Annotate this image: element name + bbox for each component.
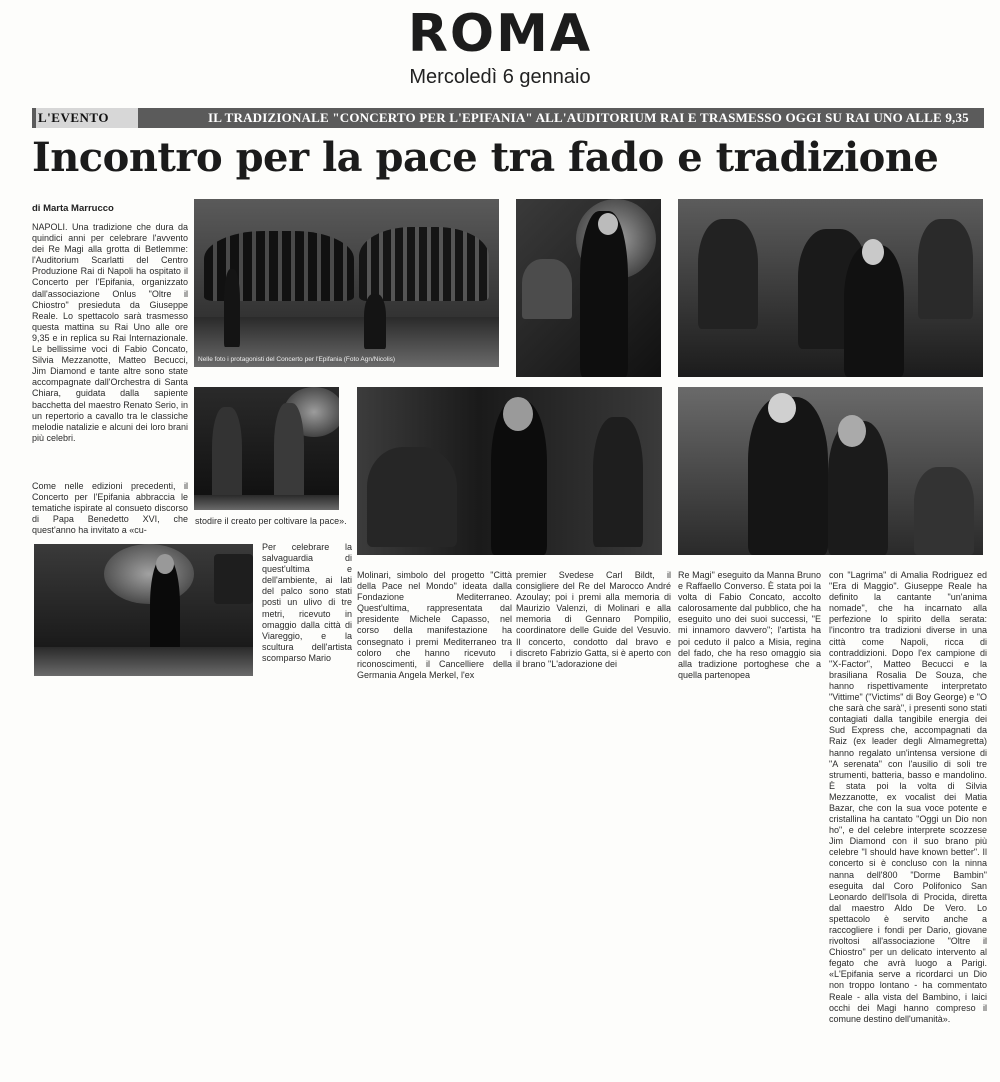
column-1-text: NAPOLI. Una tradizione che dura da quindici anni per celebrare l'avvento dei Re Magi alla grotta di Betlemme: l'Auditorium Scarlatti del Centro Produzione Rai di Napoli ha ospitato il Concerto per l'Epifania, organizzato dall'associazione Onlus "Oltre il Chiostro" presieduta da Giuseppe Reale. Lo spettacolo sarà trasmesso questa mattina su Rai Uno alle ore 9,35 e in replica su Rai Internazionale. Le bellissime voci di Fabio Concato, Silvia Mezzanotte, Matteo Becucci, Jim Diamond e tante altre sono state accompagnate dall'Orchestra di Santa Chiara, guidata dalla sapiente bacchetta del maestro Renato Serio, in un repertorio a cavallo tra le classiche melodie natalizie e alcuni dei loro brani più celebri. — [32, 222, 188, 443]
photo-male-singer — [678, 387, 983, 555]
photo-choir — [194, 199, 499, 367]
column-1b-text: Come nelle edizioni precedenti, il Concerto per l'Epifania abbraccia le tematiche ispirate al consueto discorso di Papa Benedetto XVI, che quest'anno ha invitato a «cu- — [32, 481, 188, 536]
column-2a-text: stodire il creato per coltivare la pace». — [195, 516, 347, 526]
kicker-bar — [32, 108, 984, 128]
column-3-text: Molinari, simbolo del progetto "Città della Pace nel Mondo" ideata dalla Fondazione Mediterraneo. Quest'ultima, rappresentata dal presidente Michele Capasso, nel corso della manifestazione ha consegnato i premi Mediterraneo tra coloro che hanno ricevuto i riconoscimenti, il Cancelliere della Germania Angela Merkel, l'ex — [357, 570, 512, 680]
photo-misia — [34, 544, 253, 676]
column-2b-text: Per celebrare la salvaguardia di quest'ultima e dell'ambiente, ai lati del palco sono stati posti un ulivo di tre metri, ricevuto in omaggio dalla città di Viareggio, e la scultura dell'artista scomparso Mario — [262, 542, 352, 663]
photo-female-singer — [357, 387, 662, 555]
photo-band — [194, 387, 339, 510]
kicker-tag: L'EVENTO — [36, 108, 138, 128]
photo-singer-conductor — [516, 199, 661, 377]
column-6-text: con "Lagrima" di Amalia Rodriguez ed "Era di Maggio". Giuseppe Reale ha definito la cantante "un'anima nomade", che ha incarnato alla perfezione lo spirito della serata: l'incontro tra tradizioni diverse in una città come Napoli, ricca di contraddizioni. Dopo l'ex campione di "X-Factor", Matteo Becucci e la brasiliana Rosalia De Souza, che hanno rispettivamente interpretato "Vittime" ("Victims" di Boy George) e "O che sarà che sarà", i presenti sono stati contagiati dalla tangibile energia dei Sud Express che, accompagnati da Raiz (ex leader degli Almamegretta) hanno regalato un'intensa versione di "A serenata" con l'ausilio di soli tre strumenti, batteria, basso e mandolino. È stata poi la volta di Silvia Mezzanotte, ex vocalist dei Matia Bazar, che con la sua voce potente e cristallina ha cantato "Oggi un Dio non ho", e del celebre interprete scozzese Jim Diamond con il suo brano più celebre "I should have known better". Il concerto si è concluso con la ninna nanna dell'800 "Dorme Bambin" eseguita dal Coro Polifonico San Leonardo dell'Isola di Procida, diretta dal maestro Aldo De Vero. Lo spettacolo è servito anche a raccogliere i fondi per Dario, giovane rivoltosi all'associazione "Oltre il Chiostro" per un delicato intervento al fegato che avrà luogo a Parigi. «L'Epifania serve a ricordarci un Dio non troppo lontano - ha commentato Reale - alla vista del Bambino, i laici occhi dei Magi hanno compreso il comune destino dell'umanità». — [829, 570, 987, 1024]
article-headline: Incontro per la pace tra fado e tradizione — [32, 134, 939, 181]
photo-orchestra-singer — [678, 199, 983, 377]
column-4-text: premier Svedese Carl Bildt, il consigliere del Re del Marocco André Azoulay; poi i premi alla memoria di Maurizio Valenzi, di Molinari e alla memoria di Gennaro Pompilio, coordinatore delle Guide del Vesuvio. Il concerto, condotto dal bravo e discreto Fabrizio Gatta, si è aperto con il brano "L'adorazione dei — [516, 570, 671, 669]
masthead-title: ROMA — [407, 4, 593, 64]
column-5-text: Re Magi" eseguito da Manna Bruno e Raffaello Converso. È stata poi la volta di Fabio Concato, accolto calorosamente dal pubblico, che ha eseguito uno dei suoi successi, "E mi innamoro davvero"; l'artista ha poi ceduto il palco a Misia, regina del fado, che ha reso omaggio sia alla tradizione portoghese che a quella partenopea — [678, 570, 821, 680]
photo-caption: Nelle foto i protagonisti del Concerto per l'Epifania (Foto Agn/Nicolis) — [198, 356, 396, 363]
kicker-subhead: IL TRADIZIONALE "CONCERTO PER L'EPIFANIA" ALL'AUDITORIUM RAI E TRASMESSO OGGI SU RAI UNO ALLE 9,35 — [208, 110, 969, 125]
masthead-date: Mercoledì 6 gennaio — [409, 66, 591, 88]
article-byline: di Marta Marrucco — [32, 203, 114, 214]
